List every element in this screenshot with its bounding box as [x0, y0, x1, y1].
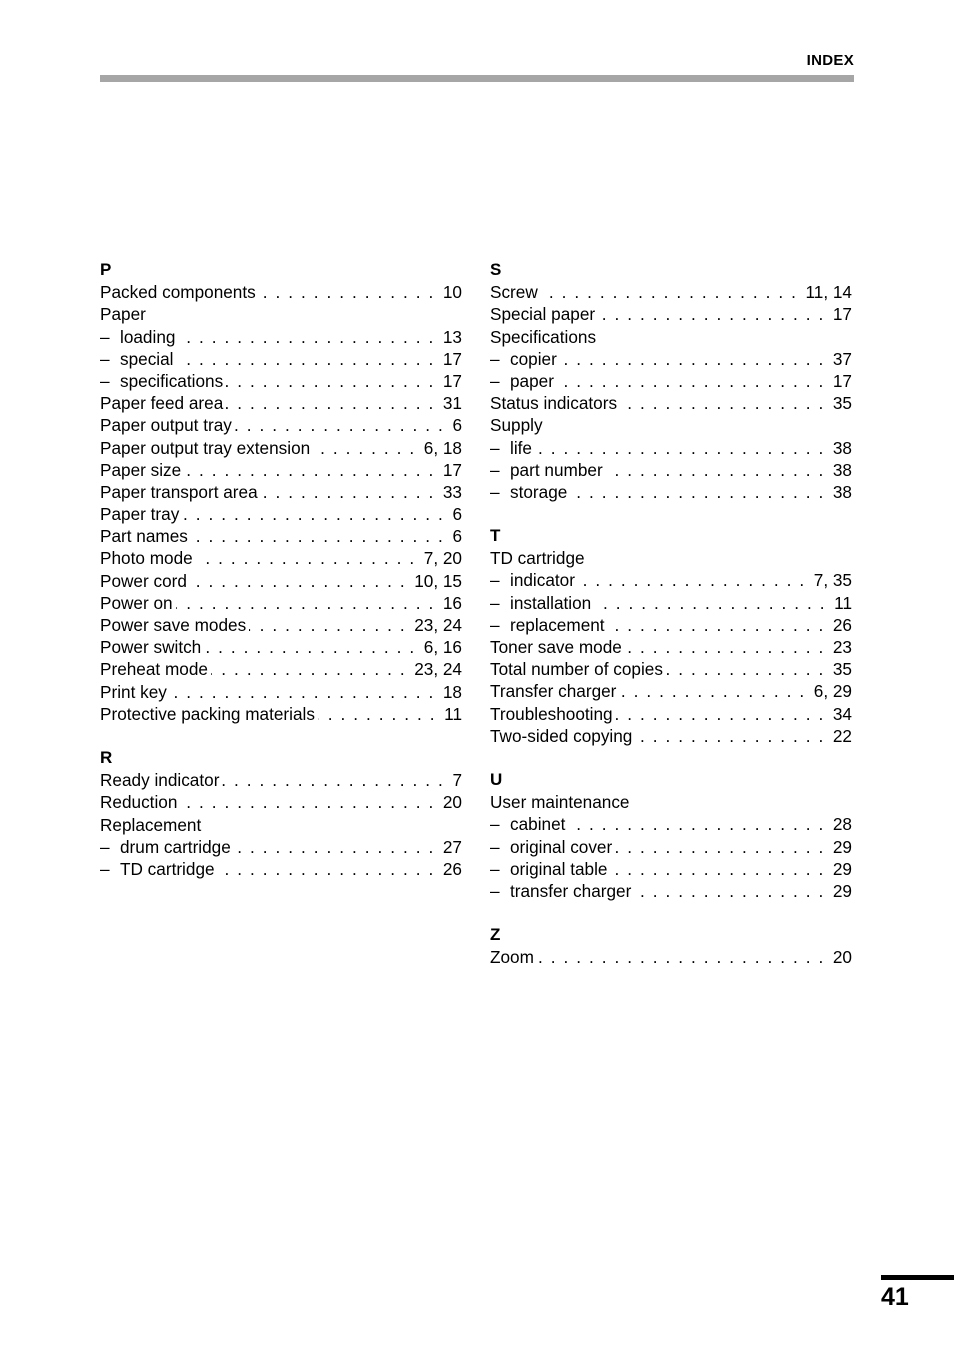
entry-term-text: Reduction [100, 792, 178, 813]
entry-pages: 13 [442, 326, 462, 347]
dot-leader [578, 569, 806, 591]
index-entry [100, 547, 462, 569]
dot-leader [598, 303, 825, 325]
index-subentry [490, 836, 852, 858]
entry-dash: – [100, 326, 110, 347]
entry-term [100, 614, 246, 636]
entry-dash: – [490, 370, 500, 391]
entry-term-text: Ready indicator [100, 770, 220, 791]
index-entry [100, 592, 462, 614]
entry-term [100, 547, 193, 569]
entry-term [100, 636, 201, 658]
entry-term-text: specifications [120, 370, 224, 391]
entry-dash: – [100, 370, 110, 391]
index-column-left [100, 259, 462, 902]
section-letter: S [490, 260, 502, 279]
entry-term [490, 858, 607, 880]
entry-term [490, 481, 567, 503]
entry-pages: 29 [832, 880, 852, 901]
entry-term [100, 592, 173, 614]
entry-dash: – [100, 836, 110, 857]
index-entry [100, 614, 462, 636]
entry-term [490, 592, 591, 614]
dot-leader [608, 614, 825, 636]
entry-term-text: Two-sided copying [490, 725, 633, 746]
entry-term-text: Paper feed area [100, 393, 224, 414]
index-entry [100, 703, 462, 725]
entry-pages: 10 [442, 282, 462, 303]
index-subentry [490, 858, 852, 880]
dot-leader [191, 525, 445, 547]
entry-term-text: Preheat mode [100, 659, 208, 680]
entry-term-text: special [120, 348, 174, 369]
dot-leader [625, 636, 825, 658]
entry-term [100, 370, 223, 392]
entry-term [100, 703, 315, 725]
entry-pages: 17 [442, 370, 462, 391]
entry-dash: – [100, 348, 110, 369]
entry-pages: 35 [832, 659, 852, 680]
entry-term-text: paper [510, 370, 554, 391]
entry-term-text: storage [510, 481, 568, 502]
entry-term-text: Packed components [100, 282, 256, 303]
entry-pages: 16 [442, 592, 462, 613]
entry-term-text: Zoom [490, 947, 534, 968]
dot-leader [313, 437, 416, 459]
entry-pages: 23, 24 [414, 615, 462, 635]
entry-dash: – [490, 614, 500, 635]
index-entry [100, 281, 462, 303]
entry-term [100, 814, 201, 836]
entry-pages: 23, 24 [414, 659, 462, 680]
entry-pages: 6, 29 [813, 681, 852, 702]
dot-leader [178, 326, 434, 348]
entry-dash: – [490, 481, 500, 502]
entry-pages: 10, 15 [414, 570, 462, 591]
entry-term-text: cabinet [510, 814, 566, 835]
entry-dash: – [490, 880, 500, 901]
entry-term [490, 680, 616, 702]
entry-pages: 7, 35 [813, 570, 852, 591]
entry-term-text: Screw [490, 282, 538, 303]
entry-dash: – [490, 459, 500, 480]
entry-term [490, 392, 617, 414]
entry-term-text: Replacement [100, 814, 202, 835]
entry-pages: 22 [832, 725, 852, 746]
entry-pages: 38 [832, 437, 852, 458]
entry-pages: 6 [452, 415, 462, 436]
index-entry [490, 725, 852, 747]
entry-term-text: Status indicators [490, 393, 618, 414]
entry-term [490, 946, 534, 968]
index-entry [490, 547, 852, 569]
index-entry [100, 681, 462, 703]
entry-term [100, 437, 310, 459]
entry-term-text: Toner save mode [490, 637, 622, 657]
dot-leader [318, 703, 436, 725]
index-subentry [100, 836, 462, 858]
dot-leader [180, 791, 434, 813]
dot-leader [226, 370, 435, 392]
entry-term-text: Paper [100, 304, 146, 325]
entry-pages: 20 [832, 947, 852, 968]
entry-term-text: installation [510, 592, 592, 613]
entry-pages: 29 [832, 836, 852, 857]
entry-term-text: Photo mode [100, 548, 193, 569]
dot-leader [619, 680, 805, 702]
entry-term [490, 569, 575, 591]
entry-term-text: part number [510, 459, 603, 480]
index-subentry [490, 437, 852, 459]
index-entry [490, 392, 852, 414]
entry-term [490, 636, 622, 658]
entry-term [100, 326, 175, 348]
entry-pages: 18 [442, 681, 462, 702]
index-entry [490, 414, 852, 436]
entry-term-text: Part names [100, 526, 188, 547]
entry-term-text: User maintenance [490, 792, 630, 813]
entry-term [100, 769, 219, 791]
entry-term [100, 658, 208, 680]
entry-term [490, 880, 631, 902]
index-subentry [490, 569, 852, 591]
dot-leader [190, 570, 406, 592]
dot-leader [196, 547, 416, 569]
entry-term-text: Paper output tray [100, 415, 232, 436]
index-entry [100, 459, 462, 481]
dot-leader [535, 437, 825, 459]
index-section [100, 259, 462, 725]
index-subentry [100, 370, 462, 392]
entry-pages: 38 [832, 459, 852, 480]
entry-term-text: replacement [510, 614, 605, 635]
dot-leader [570, 481, 825, 503]
dot-leader [610, 858, 824, 880]
entry-term [490, 303, 595, 325]
entry-pages: 23 [832, 637, 852, 657]
entry-term [490, 437, 532, 459]
index-subentry [490, 481, 852, 503]
entry-pages: 27 [442, 836, 462, 857]
entry-term-text: Transfer charger [490, 681, 617, 702]
entry-term [100, 459, 181, 481]
entry-term [100, 836, 231, 858]
entry-term-text: Print key [100, 681, 167, 702]
index-entry [100, 303, 462, 325]
dot-leader [616, 703, 825, 725]
dot-leader [182, 503, 444, 525]
dot-leader [204, 636, 416, 658]
index-subentry [100, 326, 462, 348]
dot-leader [170, 681, 435, 703]
entry-term-text: loading [120, 326, 176, 347]
entry-term-text: original table [510, 858, 608, 879]
dot-leader [226, 392, 435, 414]
entry-term-text: Specifications [490, 326, 597, 347]
index-entry [490, 281, 852, 303]
dot-leader [249, 614, 406, 636]
entry-term [100, 414, 232, 436]
index-entry [100, 525, 462, 547]
entry-pages: 11 [834, 592, 852, 613]
index-column-right [490, 259, 852, 990]
index-entry [100, 769, 462, 791]
entry-term-text: Total number of copies [490, 659, 663, 680]
entry-term [100, 525, 188, 547]
index-entry [490, 326, 852, 348]
index-entry [490, 680, 852, 702]
entry-term [100, 281, 256, 303]
index-entry [490, 703, 852, 725]
entry-term [100, 392, 223, 414]
dot-leader [261, 481, 435, 503]
entry-term [100, 481, 258, 503]
entry-term [490, 791, 629, 813]
entry-pages: 17 [442, 348, 462, 369]
entry-pages: 35 [832, 393, 852, 414]
entry-term-text: Power on [100, 592, 173, 613]
entry-term [100, 503, 179, 525]
section-letter: P [100, 260, 112, 279]
section-letter: Z [490, 925, 501, 945]
entry-pages: 31 [442, 393, 462, 414]
entry-pages: 38 [832, 481, 852, 502]
index-subentry [490, 592, 852, 614]
entry-pages: 28 [832, 814, 852, 835]
header-rule [100, 75, 854, 82]
index-entry [490, 946, 852, 968]
index-entry [490, 658, 852, 680]
entry-term-text: Supply [490, 415, 543, 436]
entry-pages: 6 [452, 504, 462, 525]
entry-pages: 17 [832, 370, 852, 391]
entry-pages: 17 [442, 459, 462, 480]
dot-leader [560, 348, 825, 370]
section-letter: R [100, 747, 113, 767]
header-label: INDEX [806, 52, 854, 69]
entry-term-text: Paper transport area [100, 481, 258, 502]
entry-pages: 26 [442, 858, 462, 879]
dot-leader [620, 392, 825, 414]
index-entry [100, 791, 462, 813]
index-subentry [490, 459, 852, 481]
entry-term [100, 303, 146, 325]
dot-leader [234, 836, 435, 858]
dot-leader [235, 414, 445, 436]
index-subentry [100, 348, 462, 370]
dot-leader [594, 592, 826, 614]
entry-term [100, 348, 174, 370]
index-entry [100, 814, 462, 836]
entry-term [490, 459, 603, 481]
index-section [100, 747, 462, 880]
dot-leader [184, 459, 435, 481]
entry-term [490, 813, 565, 835]
entry-pages: 29 [832, 858, 852, 879]
index-subentry [490, 813, 852, 835]
entry-dash: – [100, 858, 110, 879]
entry-term [490, 836, 612, 858]
entry-pages: 20 [442, 792, 462, 813]
entry-term [490, 703, 613, 725]
entry-pages: 26 [832, 614, 852, 635]
page-number: 41 [881, 1283, 909, 1311]
entry-term-text: Power cord [100, 570, 187, 591]
dot-leader [634, 880, 825, 902]
entry-term [490, 348, 557, 370]
index-section [490, 924, 852, 968]
index-subentry [490, 614, 852, 636]
entry-pages: 11, 14 [805, 282, 852, 303]
entry-term [490, 370, 554, 392]
dot-leader [557, 370, 825, 392]
index-subentry [100, 858, 462, 880]
entry-pages: 6, 16 [423, 637, 462, 658]
entry-dash: – [490, 592, 500, 613]
dot-leader [176, 592, 435, 614]
index-section [490, 525, 852, 747]
index-section [490, 769, 852, 902]
entry-term-text: life [510, 437, 532, 458]
dot-leader [666, 658, 825, 680]
footer-rule [881, 1275, 954, 1280]
entry-dash: – [490, 836, 500, 857]
entry-pages: 17 [832, 304, 852, 325]
index-entry [100, 414, 462, 436]
entry-term-text: TD cartridge [490, 548, 585, 569]
dot-leader [568, 813, 824, 835]
dot-leader [606, 459, 825, 481]
entry-term-text: original cover [510, 836, 613, 857]
entry-dash: – [490, 858, 500, 879]
entry-term-text: Special paper [490, 304, 596, 325]
index-entry [490, 636, 852, 658]
entry-term [100, 681, 167, 703]
entry-term-text: Power switch [100, 637, 202, 658]
entry-pages: 34 [832, 703, 852, 724]
index-entry [490, 791, 852, 813]
entry-term [490, 725, 632, 747]
entry-term [490, 281, 538, 303]
entry-term [490, 658, 663, 680]
entry-dash: – [490, 814, 500, 835]
dot-leader [541, 281, 798, 303]
index-entry [100, 503, 462, 525]
entry-term [490, 414, 543, 436]
entry-term [100, 858, 215, 880]
section-letter: U [490, 769, 503, 789]
entry-dash: – [490, 348, 500, 369]
dot-leader [259, 281, 435, 303]
index-entry [100, 636, 462, 658]
entry-term [100, 791, 177, 813]
dot-leader [615, 836, 825, 858]
entry-dash: – [490, 570, 500, 591]
index-entry [100, 481, 462, 503]
index-entry [100, 658, 462, 680]
index-entry [100, 570, 462, 592]
entry-pages: 37 [832, 348, 852, 369]
dot-leader [218, 858, 435, 880]
index-entry [490, 303, 852, 325]
entry-term-text: Paper output tray extension [100, 437, 311, 458]
entry-term-text: Protective packing materials [100, 703, 315, 724]
section-letter: T [490, 526, 501, 546]
index-subentry [490, 370, 852, 392]
dot-leader [537, 946, 825, 968]
dot-leader [635, 725, 825, 747]
index-subentry [490, 348, 852, 370]
index-subentry [490, 880, 852, 902]
entry-term-text: TD cartridge [120, 858, 215, 879]
entry-dash: – [490, 437, 500, 458]
entry-pages: 7, 20 [423, 548, 462, 569]
entry-term [490, 326, 596, 348]
entry-term-text: Troubleshooting [490, 703, 613, 724]
entry-pages: 6, 18 [423, 437, 462, 458]
entry-term-text: copier [510, 348, 557, 369]
index-entry [100, 392, 462, 414]
entry-pages: 11 [444, 703, 462, 724]
entry-term [490, 547, 585, 569]
index-section [490, 259, 852, 503]
entry-pages: 6 [452, 526, 462, 547]
entry-pages: 33 [442, 481, 462, 502]
entry-term-text: drum cartridge [120, 836, 231, 857]
entry-term-text: Power save modes [100, 615, 247, 635]
entry-term-text: Paper size [100, 459, 182, 480]
entry-term-text: Paper tray [100, 504, 180, 525]
dot-leader [211, 658, 406, 680]
dot-leader [222, 769, 444, 791]
entry-term [490, 614, 605, 636]
dot-leader [177, 348, 435, 370]
entry-term-text: indicator [510, 570, 575, 591]
entry-term [100, 570, 187, 592]
entry-term-text: transfer charger [510, 880, 632, 901]
entry-pages: 7 [452, 770, 462, 791]
index-entry [100, 437, 462, 459]
